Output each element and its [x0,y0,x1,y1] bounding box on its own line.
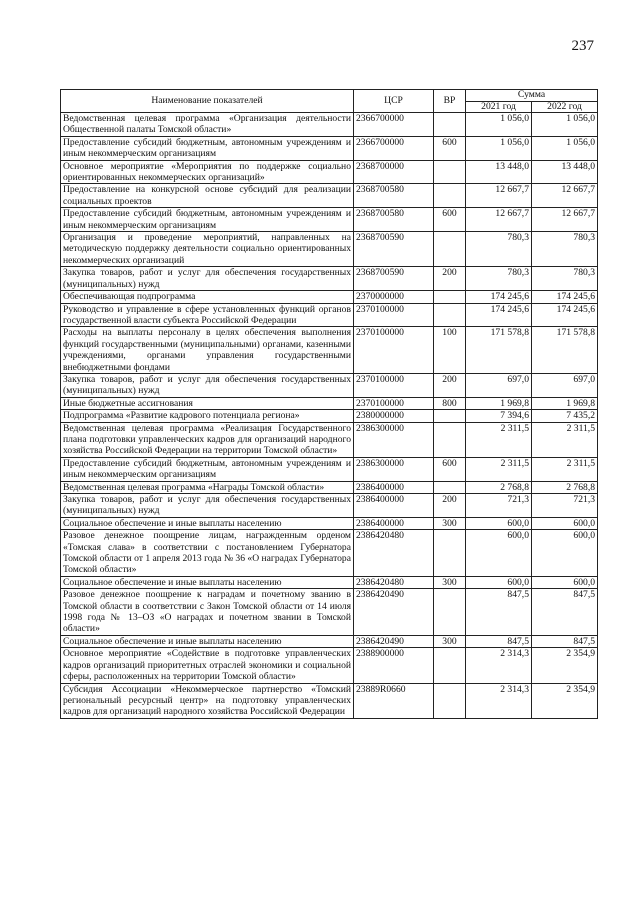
table-row [61,397,598,409]
row-value-2021: 847,5 [466,635,532,647]
table-body [61,113,598,719]
row-name: Подпрограмма «Развитие кадрового потенциала региона» [61,410,354,422]
header-csr: ЦСР [354,90,434,113]
row-value-2022: 12 667,7 [532,184,598,208]
row-value-2021: 721,3 [466,494,532,518]
header-year-2021: 2021 год [466,101,532,113]
row-value-2021: 171 578,8 [466,327,532,374]
row-csr: 2386420490 [354,589,434,636]
row-csr: 2386420490 [354,635,434,647]
row-name: Предоставление субсидий бюджетным, автономным учреждениям и иным некоммерческим организациям [61,208,354,232]
row-vr [434,184,466,208]
row-value-2021: 847,5 [466,589,532,636]
table-row [61,267,598,291]
row-value-2021: 7 394,6 [466,410,532,422]
row-csr: 2368700580 [354,184,434,208]
row-value-2022: 2 354,9 [532,648,598,683]
row-vr [434,589,466,636]
table-row [61,327,598,374]
table-row [61,160,598,184]
row-name: Ведомственная целевая программа «Реализация Государственного плана подготовки управленческих кадров для организаций народного хозяйства Российской Федерации на территории Томской области» [61,422,354,457]
row-value-2022: 174 245,6 [532,291,598,303]
row-csr: 2370100000 [354,327,434,374]
row-csr: 23889R0660 [354,683,434,718]
header-vr: ВР [434,90,466,113]
table-row [61,530,598,577]
row-value-2021: 600,0 [466,517,532,529]
row-name: Расходы на выплаты персоналу в целях обеспечения выполнения функций государственными (муниципальными) органами, казенными учреждениями, органами управления государственными внебюджетными фондами [61,327,354,374]
row-value-2021: 174 245,6 [466,303,532,327]
row-value-2021: 1 969,8 [466,397,532,409]
row-value-2022: 2 311,5 [532,422,598,457]
table-row [61,457,598,481]
row-csr: 2388900000 [354,648,434,683]
row-name: Социальное обеспечение и иные выплаты населению [61,517,354,529]
row-csr: 2386420480 [354,530,434,577]
row-value-2022: 2 768,8 [532,481,598,493]
row-value-2022: 847,5 [532,589,598,636]
row-vr: 200 [434,373,466,397]
row-name: Организация и проведение мероприятий, направленных на методическую поддержку деятельности социально ориентированных некоммерческих организаций [61,232,354,267]
row-vr [434,113,466,137]
row-value-2022: 7 435,2 [532,410,598,422]
row-vr [434,232,466,267]
budget-table [60,89,598,719]
row-csr: 2370000000 [354,291,434,303]
row-value-2021: 780,3 [466,232,532,267]
row-csr: 2366700000 [354,113,434,137]
table-row [61,422,598,457]
row-value-2022: 12 667,7 [532,208,598,232]
row-name: Социальное обеспечение и иные выплаты населению [61,635,354,647]
row-value-2021: 1 056,0 [466,136,532,160]
row-csr: 2368700580 [354,208,434,232]
row-value-2022: 847,5 [532,635,598,647]
row-value-2021: 780,3 [466,267,532,291]
row-vr [434,410,466,422]
table-row [61,291,598,303]
row-name: Разовое денежное поощрение лицам, награжденным орденом «Томская слава» в соответствии с постановлением Губернатора Томской области от 1 апреля 2013 года № 36 «О наградах Губернатора Томской области» [61,530,354,577]
row-csr: 2380000000 [354,410,434,422]
row-vr: 300 [434,635,466,647]
row-value-2022: 600,0 [532,576,598,588]
table-row [61,410,598,422]
row-value-2021: 600,0 [466,576,532,588]
row-name: Ведомственная целевая программа «Организация деятельности Общественной палаты Томской области» [61,113,354,137]
table-row [61,481,598,493]
row-vr: 200 [434,267,466,291]
row-value-2021: 600,0 [466,530,532,577]
row-value-2021: 13 448,0 [466,160,532,184]
row-value-2022: 1 969,8 [532,397,598,409]
row-vr [434,422,466,457]
table-row [61,517,598,529]
table-row [61,113,598,137]
row-value-2021: 697,0 [466,373,532,397]
row-vr [434,481,466,493]
table-row [61,136,598,160]
table-row [61,373,598,397]
row-name: Основное мероприятие «Содействие в подготовке управленческих кадров организаций приоритетных отраслей экономики и социальной сферы, расположенных на территории Томской области» [61,648,354,683]
row-vr [434,530,466,577]
row-value-2022: 2 311,5 [532,457,598,481]
row-vr: 200 [434,494,466,518]
table-row [61,184,598,208]
row-value-2021: 1 056,0 [466,113,532,137]
row-name: Разовое денежное поощрение к наградам и почетному званию в Томской области в соответствии с Закон Томской области от 14 июля 1998 года № 13–ОЗ «О наградах и почетном звании в Томской области» [61,589,354,636]
row-vr [434,303,466,327]
row-name: Основное мероприятие «Мероприятия по поддержке социально ориентированных некоммерческих организаций» [61,160,354,184]
row-name: Иные бюджетные ассигнования [61,397,354,409]
table-row [61,635,598,647]
row-csr: 2370100000 [354,373,434,397]
row-csr: 2368700590 [354,232,434,267]
row-vr: 600 [434,208,466,232]
row-value-2022: 1 056,0 [532,136,598,160]
row-value-2022: 13 448,0 [532,160,598,184]
table-row [61,232,598,267]
row-csr: 2370100000 [354,397,434,409]
row-vr [434,291,466,303]
row-value-2022: 171 578,8 [532,327,598,374]
row-csr: 2386400000 [354,481,434,493]
row-name: Руководство и управление в сфере установленных функций органов государственной власти субъекта Российской Федерации [61,303,354,327]
row-csr: 2386400000 [354,494,434,518]
row-vr: 600 [434,136,466,160]
table-row [61,208,598,232]
row-value-2022: 697,0 [532,373,598,397]
row-csr: 2386400000 [354,517,434,529]
header-name: Наименование показателей [61,90,354,113]
row-vr: 600 [434,457,466,481]
row-value-2021: 2 314,3 [466,648,532,683]
row-name: Закупка товаров, работ и услуг для обеспечения государственных (муниципальных) нужд [61,373,354,397]
row-name: Субсидия Ассоциации «Некоммерческое партнерство «Томский региональный ресурсный центр» на подготовку управленческих кадров для организаций народного хозяйства Российской Федерации [61,683,354,718]
row-vr: 300 [434,576,466,588]
row-value-2021: 2 314,3 [466,683,532,718]
header-year-2022: 2022 год [532,101,598,113]
row-value-2022: 600,0 [532,530,598,577]
table-row [61,576,598,588]
row-value-2022: 174 245,6 [532,303,598,327]
row-value-2022: 721,3 [532,494,598,518]
row-name: Ведомственная целевая программа «Награды Томской области» [61,481,354,493]
row-csr: 2386420480 [354,576,434,588]
table-row [61,648,598,683]
row-vr [434,683,466,718]
row-name: Обеспечивающая подпрограмма [61,291,354,303]
row-vr: 100 [434,327,466,374]
table-row [61,494,598,518]
row-csr: 2368700000 [354,160,434,184]
row-vr [434,160,466,184]
row-name: Закупка товаров, работ и услуг для обеспечения государственных (муниципальных) нужд [61,494,354,518]
row-value-2021: 12 667,7 [466,184,532,208]
row-vr [434,648,466,683]
row-value-2022: 600,0 [532,517,598,529]
row-csr: 2370100000 [354,303,434,327]
row-name: Социальное обеспечение и иные выплаты населению [61,576,354,588]
row-value-2022: 1 056,0 [532,113,598,137]
row-value-2021: 2 768,8 [466,481,532,493]
page-number: 237 [571,38,594,54]
row-csr: 2366700000 [354,136,434,160]
row-value-2021: 174 245,6 [466,291,532,303]
row-value-2022: 780,3 [532,232,598,267]
row-csr: 2386300000 [354,422,434,457]
row-vr: 800 [434,397,466,409]
row-value-2022: 780,3 [532,267,598,291]
row-value-2021: 2 311,5 [466,422,532,457]
header-sum: Сумма [466,90,598,102]
row-name: Закупка товаров, работ и услуг для обеспечения государственных (муниципальных) нужд [61,267,354,291]
table-row [61,589,598,636]
row-vr: 300 [434,517,466,529]
row-name: Предоставление субсидий бюджетным, автономным учреждениям и иным некоммерческим организациям [61,457,354,481]
row-name: Предоставление субсидий бюджетным, автономным учреждениям и иным некоммерческим организациям [61,136,354,160]
row-value-2022: 2 354,9 [532,683,598,718]
table-row [61,683,598,718]
row-csr: 2368700590 [354,267,434,291]
row-value-2021: 12 667,7 [466,208,532,232]
row-value-2021: 2 311,5 [466,457,532,481]
row-name: Предоставление на конкурсной основе субсидий для реализации социальных проектов [61,184,354,208]
row-csr: 2386300000 [354,457,434,481]
table-row [61,303,598,327]
